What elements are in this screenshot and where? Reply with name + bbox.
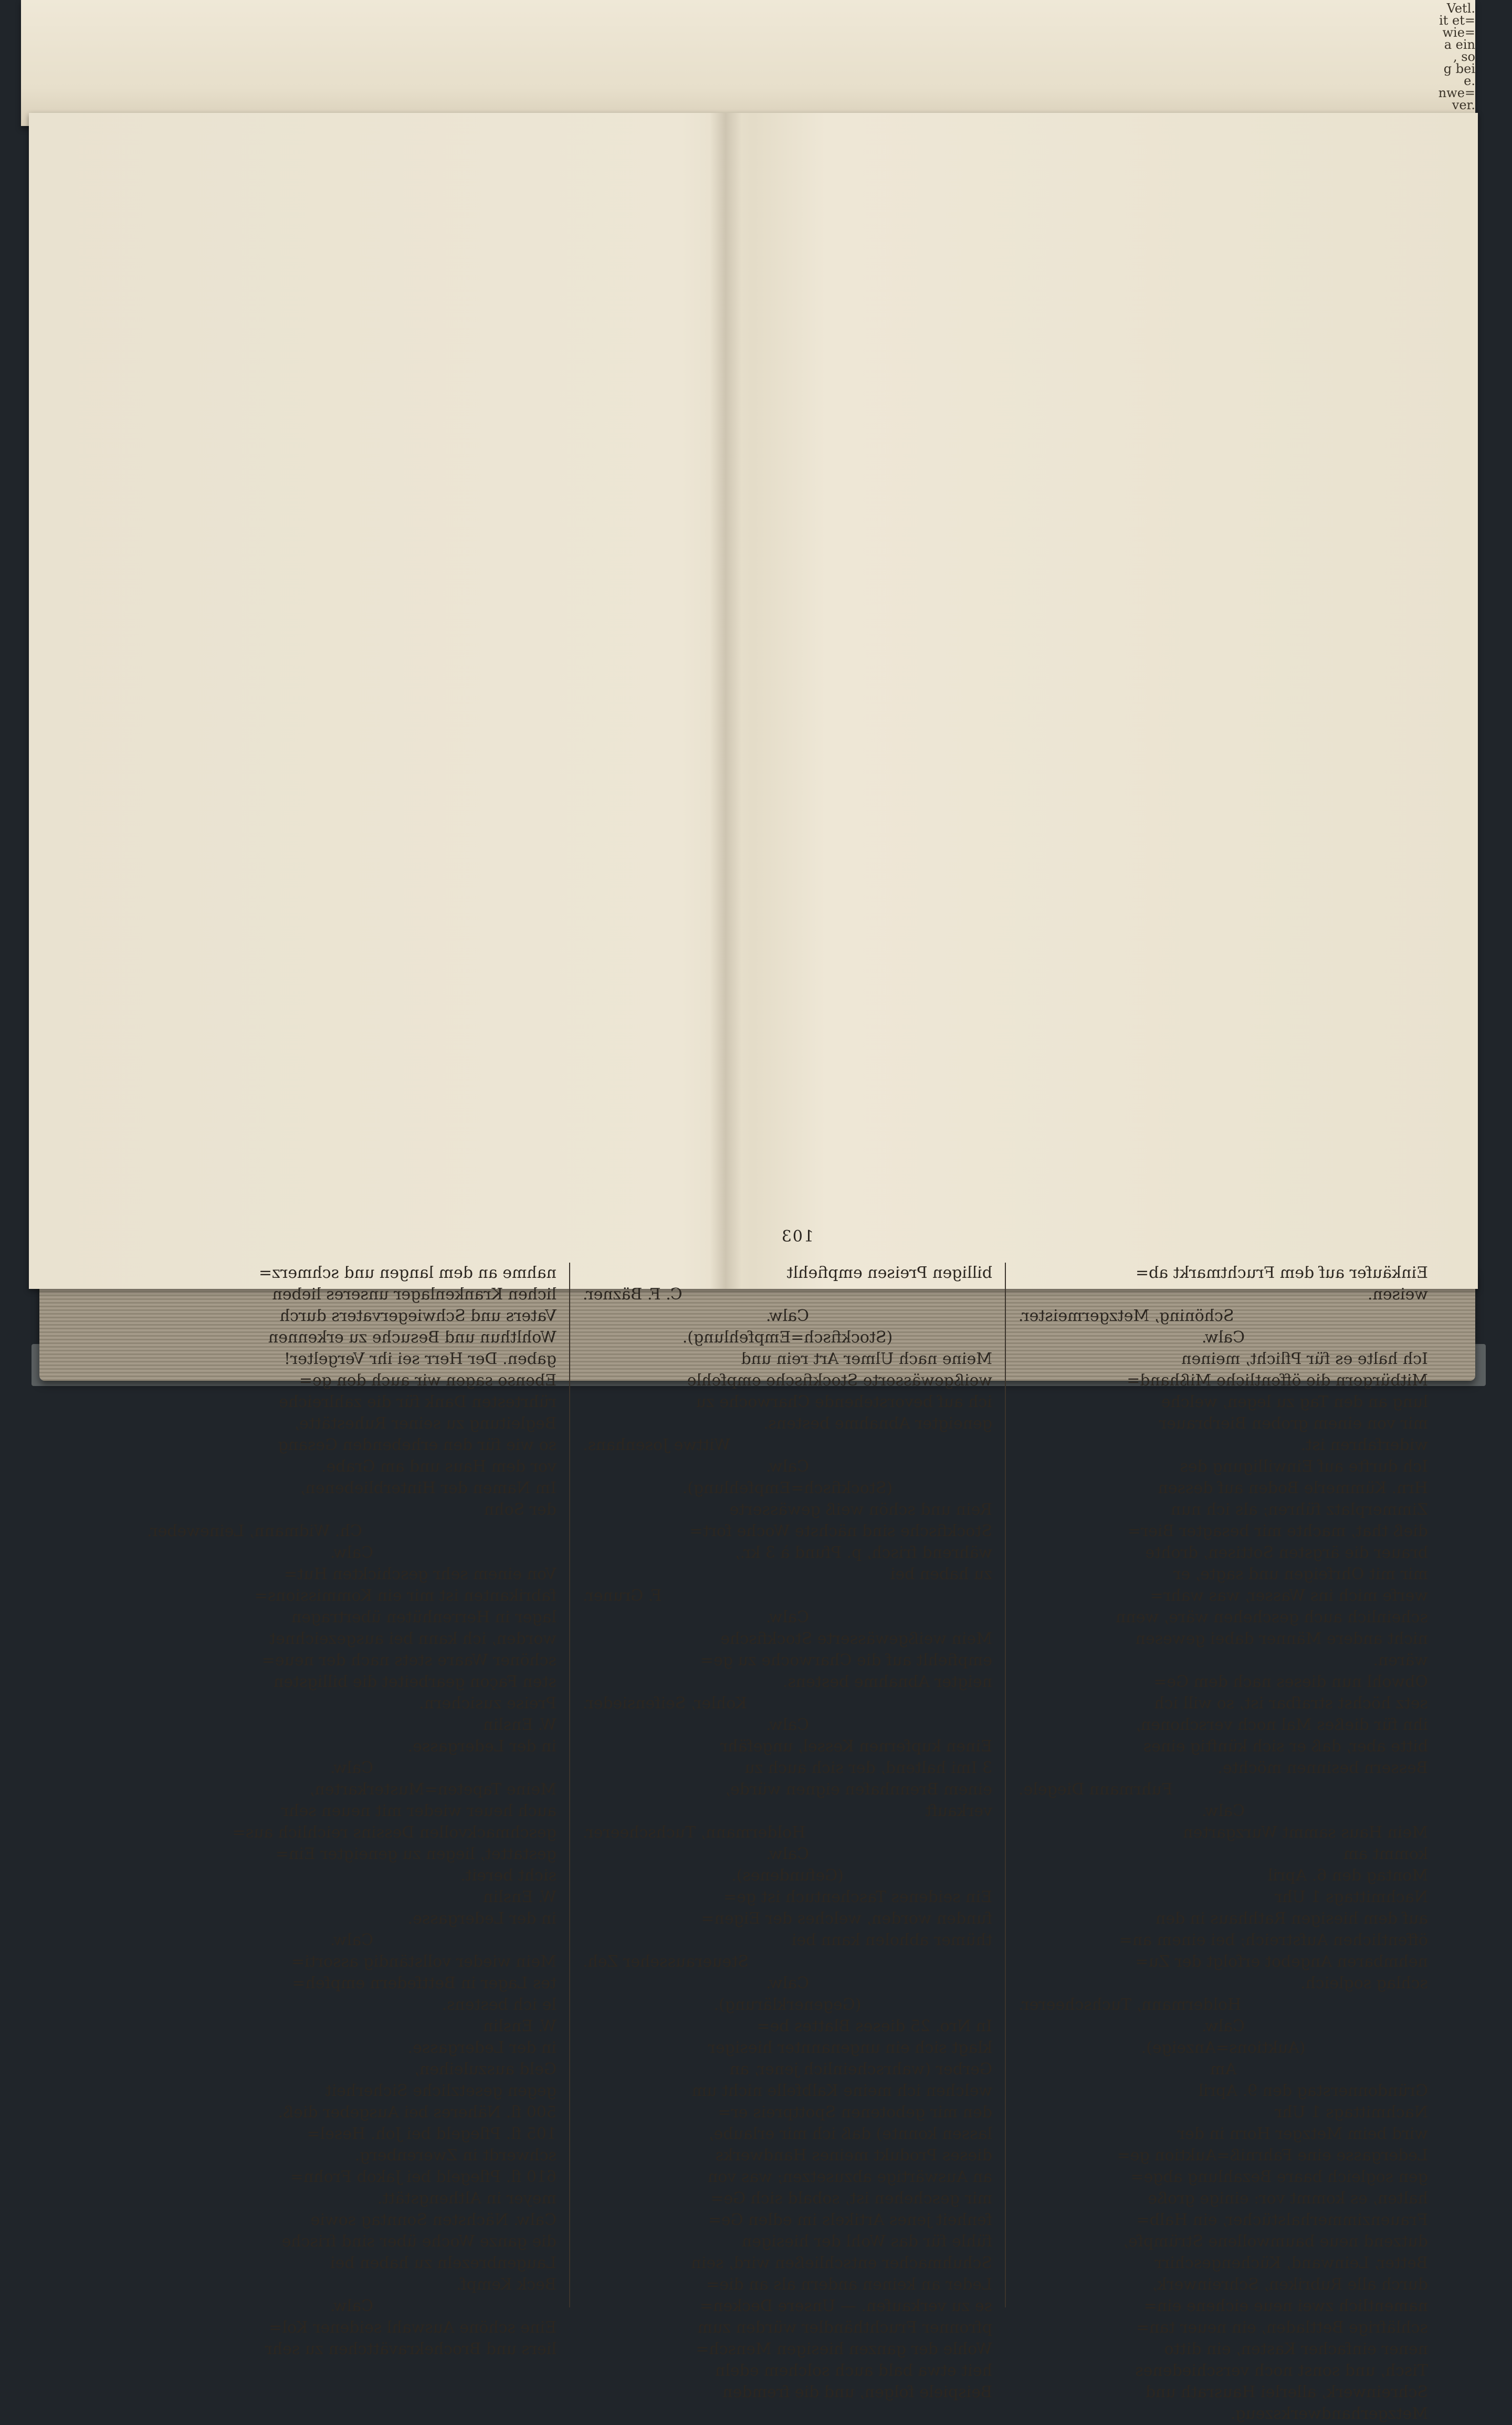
text-line: Vaters und Schwiegervaters durch (279, 1307, 556, 1325)
text-line: Nachmittags 1 Uhr (1274, 2103, 1428, 2122)
page-gutter (710, 113, 741, 1289)
text-line: neigter Abnahme bestens. (782, 1673, 992, 1691)
text-line: Einen kupfernen Kessel, ungefähr (720, 1737, 992, 1756)
text-line: gestattet, liegen zu geneigter Ein= (275, 1845, 556, 1863)
text-line: vor dem Haus und am Grabe. (321, 1457, 556, 1476)
text-line: Mein weißgewässerte Stockfische (720, 1630, 992, 1648)
text-line: lassen konnte) daß ich mir erlaube, (708, 2125, 992, 2143)
fragment-line: e. (1464, 74, 1475, 88)
text-line: C. F. Bäzner. (583, 1285, 682, 1304)
text-line: schwerdt in Zwerenberg. (354, 2146, 556, 2165)
column-rule-left (1005, 1263, 1006, 2307)
text-line: Ch. Widmann, Leineweber. (147, 1522, 362, 1540)
text-line: Ich durfte auf Einwilligung des (1180, 1457, 1428, 1476)
text-line: sten Façon gearbeitet die billigsten (274, 1673, 556, 1691)
page-spread (29, 113, 1478, 1289)
text-line: geneigter Abnahme bestens. (763, 1414, 992, 1433)
text-line: fühle für das Wohl der hiesigen (741, 2232, 992, 2251)
fragment-line: wie= (1442, 25, 1475, 40)
text-line: funden worden, welches der Eigen= (701, 1909, 992, 1928)
previous-page-fragment (1386, 0, 1475, 110)
text-line: (Stockfisch=Empfehlung). (682, 1479, 893, 1497)
text-line: Calw. (765, 1608, 810, 1626)
text-line: Am (1210, 2060, 1237, 2078)
text-line: Better, Leinwand, Küchengeschirr (1154, 2254, 1428, 2272)
text-line: Beck Kempf. (456, 2275, 556, 2294)
text-line: Preise zusichern. (419, 1694, 556, 1713)
text-line: die ganze Woche über sind frische (281, 2232, 556, 2251)
text-line: Calw. (765, 1307, 810, 1325)
text-line: gegen gesetzliche Sicherheit (325, 2082, 556, 2100)
text-line: 3 Imi haltend, der sich auch zu (744, 1759, 992, 1777)
text-line: se zu verkaufen. — Unsere Decken= (700, 2297, 992, 2315)
text-line: Holdermann, Tuchscheerer. (1018, 1996, 1242, 2014)
text-line: Calw. (765, 1716, 810, 1734)
text-line: Meine Tapeten=Musterkarten, (309, 1780, 556, 1799)
text-line: an Auswärtige abzusetzen; was von (708, 2168, 992, 2186)
text-line: Tisch, und sonst noch verschiedenes (1135, 2361, 1428, 2380)
text-line: liers und Brochekravättchen zu sehr (265, 2340, 556, 2358)
text-line: schläfrige Bettladen, ein neuer tan= (1136, 2318, 1428, 2337)
text-line: empfiehlt auf die Charwoche zu ge= (700, 1651, 992, 1670)
column-right (147, 1263, 556, 2360)
text-line: fenheit jenes Artikels im edlen Ge= (708, 2211, 992, 2229)
text-line: nahme an dem langen und schmerz= (259, 1264, 556, 1282)
text-line: öffentlichen Aufstreich; bei einem an= (1119, 1931, 1428, 1949)
text-line: le ich bestens. (442, 1996, 556, 2014)
text-line: Schuhmacher entschließen wird, sein (691, 2254, 992, 2272)
text-line: der Sohn (484, 1500, 556, 1519)
text-line: gen sogleich baare Bezahlung abge= (1130, 2168, 1428, 2186)
text-line: 105 fl. Pflegeld bei Joh. Hesel= (307, 2125, 556, 2143)
text-line: scheinlich auch geschehen wäre, wenn (1116, 1608, 1428, 1626)
text-line: Mein Haus sammt Wurzgarten (1183, 1823, 1428, 1842)
text-line: Zimmerplatz führen; als ich nun (1171, 1500, 1428, 1519)
text-line: durch alle Rubriken, Schreinwerk, (1152, 2275, 1428, 2294)
text-line: in der Ledergasse. (407, 1909, 556, 1928)
fragment-line: , so (1453, 49, 1475, 64)
printed-page (126, 1218, 1438, 2423)
text-line: nicht andere Männer dabei gewesen (1135, 1630, 1428, 1648)
text-line: weisen. (1367, 1285, 1428, 1304)
text-line: widerfahren ist. (1300, 1436, 1428, 1454)
text-line: weißgewässerte Stockfische empfehle (687, 1371, 992, 1390)
text-line: kommt am (1343, 1845, 1428, 1863)
text-line: gaben. Der Herr sei ihr Vergelter! (284, 1350, 556, 1368)
text-line: Einkäufer auf dem Fruchtmarkt ab= (1135, 1264, 1428, 1282)
text-line: Calw. Nächsten Sonntag sowie (310, 2211, 556, 2229)
text-line: geschmackvollen Dessins reichlich aus= (232, 1823, 556, 1842)
text-line: halten, es kommt vor: einige große (1148, 2189, 1428, 2208)
text-line: dieß that, machte mir besagter Bier= (1127, 1522, 1428, 1540)
text-line: Wohle der ganzen hiesigen Mensch= (696, 2340, 992, 2358)
text-line: In Nro. 25 dieses Blattes be= (757, 2017, 992, 2035)
text-line: 500 fl. Näheres bei Ausgeber dieß. (278, 2103, 556, 2122)
text-line: Metzgerhandwerkszeug. (1230, 2405, 1428, 2423)
text-line: Calw. (330, 1759, 374, 1777)
text-line: nehmbaren Angebot erfolgt der Zu= (1135, 1952, 1428, 1971)
text-line: rührtesten Dank für die zahlreiche (279, 1393, 556, 1411)
text-line: welchen ich meine Kalbfelle nicht um (691, 2082, 992, 2100)
text-line: Wittwe Josenhans. (583, 1436, 731, 1454)
text-line: (Gefundenes). (731, 1866, 844, 1885)
text-line: mir geschehen ist, sobald sich Ge= (710, 2189, 992, 2208)
text-line: zu haben bei (890, 1565, 992, 1583)
text-line: Ledergasse eine Fahrniß=Auktion ge= (1117, 2146, 1428, 2165)
text-line: heit etwa bald auch solchem edeln (715, 2361, 992, 2380)
text-line: F. Gruner. (583, 1587, 662, 1605)
text-line: Rein und schön weiß gewässerte (729, 1500, 992, 1519)
text-line: wären. (1373, 1651, 1428, 1670)
text-line: einem Brennhafen eignen würde, (725, 1780, 992, 1799)
fragment-line: g bei (1443, 61, 1475, 76)
text-line: Von einem sehr geschickten Hut= (284, 1565, 556, 1583)
text-line: Geld auszuleihen, (414, 2060, 556, 2078)
text-line: (Auktions=Anzeige). (1141, 2039, 1306, 2057)
text-line: Calw. (330, 1931, 374, 1949)
text-line: fabrikanten ist mir ein Kommissions= (254, 1587, 556, 1605)
text-line: dutzend neue baumwollene Strümpfe, (1123, 2232, 1428, 2251)
text-line: Ich halte es für Pflicht, meinen (1181, 1350, 1428, 1368)
text-line: dieses Produkt meines Handwerks (715, 2146, 992, 2165)
text-line: auch heuer wieder mit neuen sehr (281, 1802, 556, 1820)
text-line: 610 fl. Pflegeld bei Jakob Frohn= (290, 2168, 556, 2186)
text-line: Mitbürgern die öffentliche Mißhand= (1127, 1371, 1428, 1390)
text-line: tes Lager in Bettfedern empfeh= (292, 1974, 556, 1992)
text-line: Bessern besinnen möchte. (1217, 1759, 1428, 1777)
text-line: in der Ledergasse. (407, 1737, 556, 1756)
text-line: Calw. (1201, 1328, 1245, 1347)
text-line: Kohler, Seifensieder. (583, 1694, 747, 1713)
text-line: thümer abholen kann bei (791, 1931, 992, 1949)
fragment-line: it et= (1439, 13, 1475, 28)
text-line: schlag sogleich. (1300, 1974, 1428, 1992)
text-line: Hrn. Kümmerle Boden auf dessen (1158, 1479, 1428, 1497)
text-line: Nachmittags 1 Uhr (1274, 1888, 1428, 1906)
text-line: sicht bereit. (460, 1866, 556, 1885)
text-line: Meine nach Ulmer Art rein und (741, 1350, 992, 1368)
text-line: in der Ledergasse. (407, 2039, 556, 2057)
text-line: W. Enslin (483, 2017, 556, 2035)
text-line: Stockfische sind nächste Woche fort= (689, 1522, 992, 1540)
text-line: Gerber (wahrscheinlich jener, an (729, 2060, 992, 2078)
text-line: W. Enslin (483, 1888, 556, 1906)
fragment-line: nwe= (1438, 86, 1475, 100)
text-line: bitte aber, daß er sich künftig eines (1143, 1737, 1428, 1756)
text-line: Calw. (1201, 2017, 1245, 2035)
text-line: lung an den Tag zu legen, welche (1161, 1393, 1428, 1411)
text-line: mir mit Ohrfeigen und sagte, er (1173, 1565, 1428, 1583)
text-line: Fuhrmann Diegele. (1018, 1780, 1173, 1799)
text-line: Steuerausseher Zeh. (583, 1952, 749, 1971)
fragment-line: a ein (1444, 37, 1475, 52)
text-line: lichen Krankenlager unseres lieben (272, 1285, 556, 1304)
column-left (1018, 1263, 1428, 2425)
text-line: Leder an keinen andern als an die= (706, 2275, 992, 2294)
text-line: wird beim Metzger Horn in der (1177, 2125, 1428, 2143)
text-line: schöner Waare stets nach der neue= (261, 1651, 556, 1670)
text-line: Ebenso sagen wir auch den ge= (299, 1371, 556, 1390)
text-line: Laugenbrezeln zu haben bei (330, 2254, 556, 2272)
text-line: namentlich zwei neue eichene ein= (1143, 2297, 1428, 2315)
text-line: Calw. (765, 1457, 810, 1476)
text-line: Beispiele folgen, und die fremden (722, 2383, 992, 2401)
text-line: Frauenzimmerhalstücher, ein Halb= (1136, 2211, 1428, 2229)
text-line: brauer die ärgsten Sottisen, drohte (1145, 1544, 1428, 1562)
text-line: (Stockfisch=Empfehlung). (682, 1328, 893, 1347)
text-line: mir von einem groben Bierbrauer (1159, 1414, 1428, 1433)
text-line: Gründonnerstag den 9. April (1198, 2082, 1428, 2100)
text-line: auf dem hiesigen Rathhaus in den (1156, 1909, 1428, 1928)
text-line: ich auf bevorstehende Charwoche zu (696, 1393, 992, 1411)
column-rule-right (569, 1263, 570, 2307)
text-line: Mein wieder vollständig assorti= (291, 1952, 556, 1971)
text-line: meyer in Althengstätt. (377, 2189, 556, 2208)
text-line: Montag den 6. April (1267, 1866, 1428, 1885)
fragment-line: Vetl. (1446, 1, 1475, 16)
text-line: Calw. (330, 2297, 374, 2315)
text-line: Ein seidenes Taschentuch ist ge= (723, 1888, 992, 1906)
text-line: Wohlthun und Besuche zu erkennen (268, 1328, 556, 1347)
text-line: nener einfacher Kasten, ein ditto (1164, 2340, 1428, 2358)
text-line: Calw. (765, 1845, 810, 1863)
text-line: werfe mich ins Wasser, was wahr= (1150, 1587, 1428, 1605)
text-line: Begleitung zu seiner Ruhestätte, (294, 1414, 556, 1433)
text-line: klagt sich ein ungenannter hiesiger (708, 2039, 992, 2057)
text-line: Calw. (330, 1544, 374, 1562)
text-line: Calw. (1201, 1802, 1245, 1820)
text-line: Schreinwerk, allerlei Hausrath und (1145, 2383, 1428, 2401)
text-line: verkauft (925, 1802, 992, 1820)
text-line: lager in Herrenhüten übertragen (291, 1608, 556, 1626)
text-line: Im Namen der Hinterbliebenen, (300, 1479, 556, 1497)
text-line: Schöning, Metzgermeister. (1018, 1307, 1234, 1325)
text-line: Eine schöne Auswahl seidener Kol= (269, 2318, 556, 2337)
column-middle (583, 1263, 992, 2403)
text-line: Holdermann, Tuchscheerer. (583, 1823, 806, 1842)
fragment-line: ver. (1452, 98, 1475, 112)
text-line: worden, ich kann bei ausgezeichnet (269, 1630, 556, 1648)
text-line: ihn für dießes Mal noch verschonen, (1136, 1716, 1428, 1734)
page-number: 103 (780, 1227, 814, 1246)
text-line: pfronner Fruchthändler würden zum (697, 2318, 992, 2337)
text-line: den mir gebotenen Spottpreis er= (718, 2103, 992, 2122)
text-line: während frisch, p. Pfund à 3 kr., (735, 1544, 992, 1562)
previous-page-sheet (21, 0, 1475, 126)
text-line: setz höchst strafbar ist, so will ich (1154, 1694, 1428, 1713)
text-line: billigen Preisen empfiehlt (786, 1264, 992, 1282)
text-line: (Gegenerklärung). (713, 1996, 862, 2014)
text-line: Calw. (765, 1974, 810, 1992)
text-line: W. Enslin (483, 1716, 556, 1734)
text-line: Obwohl nun dieses nach dem Ge= (1153, 1673, 1428, 1691)
text-line: so wie für den erhebenden Gesang (278, 1436, 556, 1454)
